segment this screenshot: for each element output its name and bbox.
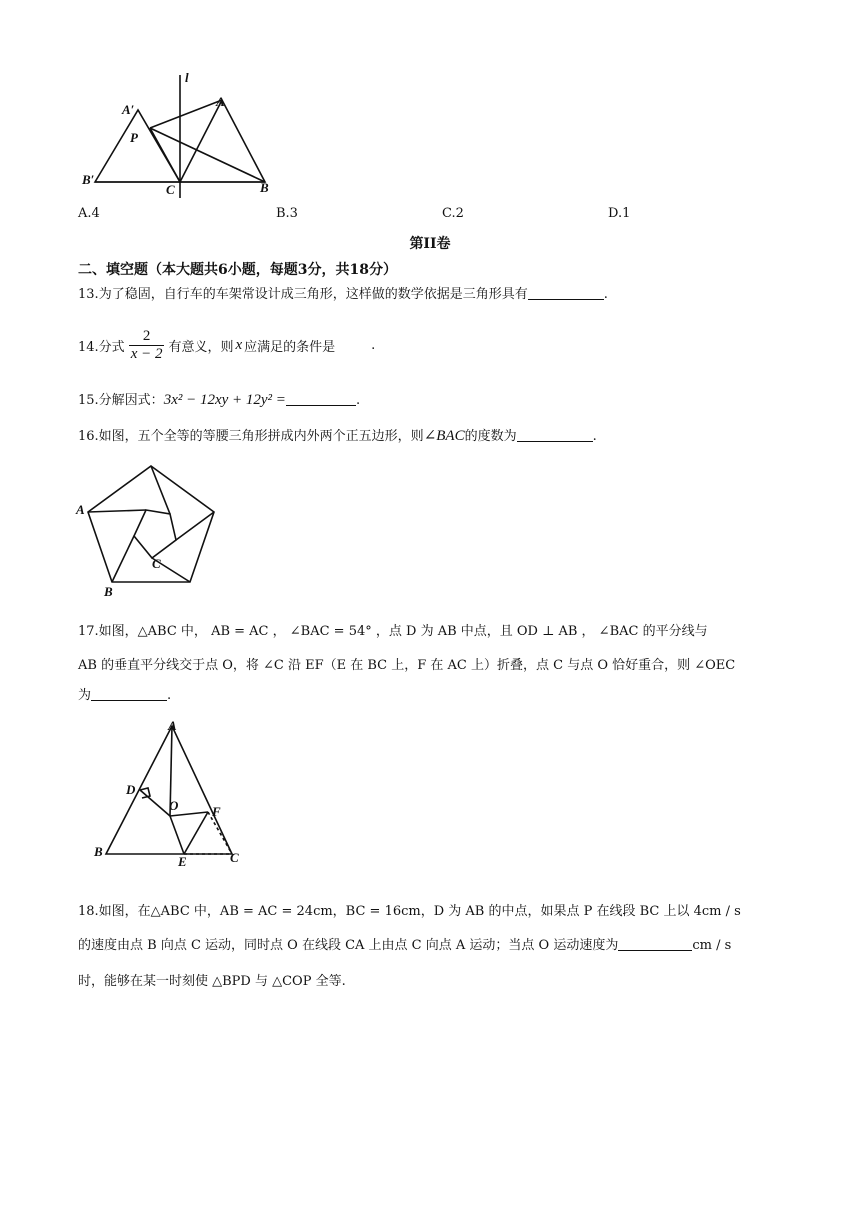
figure-q16-drawing bbox=[76, 460, 226, 605]
label-o: O bbox=[169, 798, 179, 813]
label-p: P bbox=[130, 130, 138, 145]
label-e: E bbox=[178, 854, 187, 869]
q14-variable: x bbox=[235, 336, 243, 353]
q13-answer-blank[interactable] bbox=[528, 285, 604, 300]
q15-expression: 3x² − 12xy + 12y² = bbox=[163, 392, 286, 408]
q14-prefix: 14.分式 bbox=[78, 339, 125, 355]
label-b: B bbox=[104, 584, 113, 599]
choice-a: A.4 bbox=[78, 206, 100, 221]
label-f: F bbox=[212, 804, 221, 819]
label-c: C bbox=[152, 556, 161, 571]
q15-answer-blank[interactable] bbox=[286, 391, 356, 406]
label-b: B bbox=[94, 844, 103, 859]
figure-q17 bbox=[90, 718, 250, 868]
label-b-prime: B′ bbox=[82, 172, 95, 187]
label-a: A bbox=[216, 94, 225, 109]
q18-line-2-text: 的速度由点 B 向点 C 运动，同时点 O 在线段 CA 上由点 C 向点 A 运动；当点 O 运动速度为 bbox=[78, 938, 619, 953]
question-15: 15.分解因式：3x² − 12xy + 12y² = . bbox=[78, 392, 361, 408]
question-17-line-1: 17.如图，△ABC 中， AB = AC ， ∠BAC = 54° ，点 D 为 AB 中点，且 OD ⊥ AB ， ∠BAC 的平分线与 bbox=[78, 624, 708, 639]
label-a: A bbox=[76, 502, 85, 517]
q14-denominator: x − 2 bbox=[130, 345, 163, 362]
choice-b: B.3 bbox=[276, 206, 298, 221]
q14-numerator: 2 bbox=[129, 328, 165, 346]
question-18-line-1: 18.如图，在△ABC 中，AB = AC = 24cm，BC = 16cm，D 为 AB 的中点，如果点 P 在线段 BC 上以 4cm / s bbox=[78, 904, 741, 919]
figure-q12-drawing bbox=[80, 70, 290, 200]
question-13: 13.为了稳固，自行车的车架常设计成三角形，这样做的数学依据是三角形具有 . bbox=[78, 287, 608, 302]
q13-number: 13. bbox=[78, 287, 99, 302]
question-14: 14.分式 $\frac{2}{x - 2}$ 有意义，则 x 应满足的条件是 . bbox=[78, 327, 376, 362]
label-l: l bbox=[185, 70, 189, 85]
label-a-prime: A′ bbox=[122, 102, 135, 117]
label-d: D bbox=[126, 782, 136, 797]
q16-angle: ∠BAC bbox=[423, 428, 465, 444]
choice-d: D.1 bbox=[608, 206, 631, 221]
part-title: 第II卷 bbox=[409, 236, 451, 252]
figure-q12 bbox=[80, 70, 290, 200]
question-17-line-2: AB 的垂直平分线交于点 O，将 ∠C 沿 EF（E 在 BC 上，F 在 AC 上）折叠，点 C 与点 O 恰好重合，则 ∠OEC bbox=[78, 658, 736, 673]
question-18-line-2 bbox=[78, 936, 731, 956]
q16-answer-blank[interactable] bbox=[517, 427, 593, 442]
label-b: B bbox=[260, 180, 269, 195]
q16-prefix: 16.如图，五个全等的等腰三角形拼成内外两个正五边形，则 bbox=[78, 429, 424, 444]
figure-q16 bbox=[76, 460, 226, 605]
q18-answer-blank[interactable] bbox=[618, 936, 692, 951]
choice-c: C.2 bbox=[442, 206, 464, 221]
question-18-line-3: 时，能够在某一时刻使 △BPD 与 △COP 全等. bbox=[78, 974, 346, 989]
q16-suffix: 的度数为 bbox=[464, 429, 517, 444]
q15-prefix: 15.分解因式： bbox=[78, 393, 164, 408]
figure-q17-drawing bbox=[90, 718, 250, 868]
label-c: C bbox=[230, 850, 239, 865]
q14-fraction bbox=[129, 328, 165, 363]
label-a: A bbox=[168, 718, 177, 733]
q14-suffix: 应满足的条件是 bbox=[244, 339, 336, 355]
q17-answer-blank[interactable] bbox=[91, 686, 167, 701]
section-title: 二、填空题（本大题共6小题，每题3分，共18分） bbox=[78, 262, 397, 278]
q17-line-3-text: 为 bbox=[78, 688, 92, 703]
q18-unit: cm / s bbox=[692, 938, 732, 953]
label-c: C bbox=[166, 182, 175, 197]
question-17-line-3: 为 . bbox=[78, 688, 172, 703]
q13-text: 为了稳固，自行车的车架常设计成三角形，这样做的数学依据是三角形具有 bbox=[98, 287, 528, 302]
question-16: 16.如图，五个全等的等腰三角形拼成内外两个正五边形，则∠BAC的度数为 . bbox=[78, 428, 597, 444]
q14-middle: 有意义，则 bbox=[168, 339, 234, 355]
